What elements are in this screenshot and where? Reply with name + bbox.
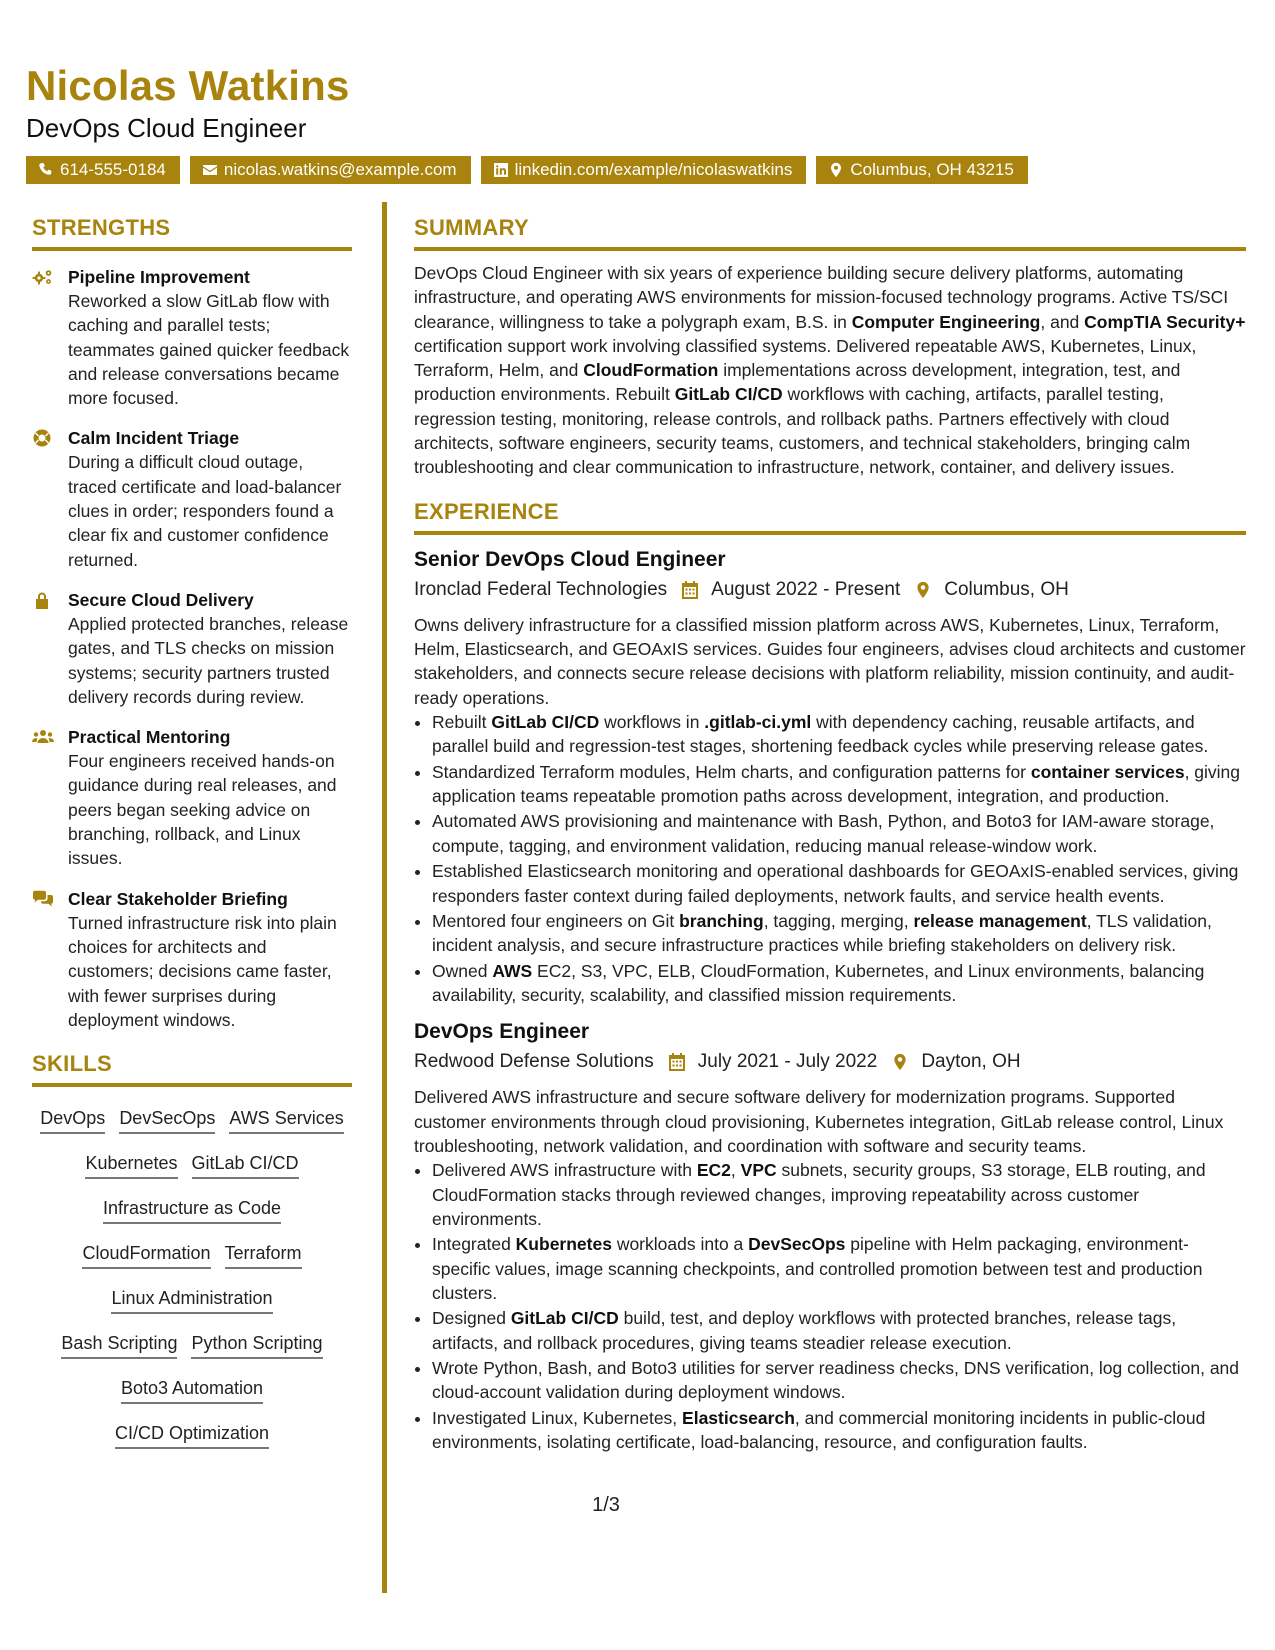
calendar-icon [681,581,699,599]
job-bullets [414,710,1246,1008]
job-description: Owns delivery infrastructure for a classified mission platform across AWS, Kubernetes, Linux, Terraform, Helm, Elasticsearch, and GEOAxIS services. Guides four engineers, advises cloud architects and customer stakeholders, and connects secure release decisions with platform reliability, mission continuity, and audit-ready operations. [414,614,1246,708]
skills-list [32,1097,352,1457]
job-bullet: • Standardized Terraform modules, Helm charts, and configuration patterns for container services, giving application teams repeatable promotion paths across development, integration, and production. [432,760,1246,809]
skills-row [32,1142,352,1187]
envelope-icon [202,162,218,178]
column-divider [382,202,387,1593]
calendar-icon [668,1053,686,1071]
job-bullet: • Owned AWS EC2, S3, VPC, ELB, CloudFormation, Kubernetes, and Linux environments, balancing availability, security, scalability, and classified mission requirements. [432,959,1246,1008]
job-bullet: • Investigated Linux, Kubernetes, Elasticsearch, and commercial monitoring incidents in public-cloud environments, isolating certificate, load-balancing, resource, and configuration faults. [432,1406,1246,1455]
strength-item [32,426,352,571]
job-bullet: • Wrote Python, Bash, and Boto3 utilities for server readiness checks, DNS verification, log collection, and cloud-account validation during deployment windows. [432,1356,1246,1405]
candidate-name: Nicolas Watkins [26,62,350,109]
phone-icon [38,162,54,178]
job-bullet: • Automated AWS provisioning and maintenance with Bash, Python, and Boto3 for IAM-aware storage, compute, tagging, and environment validation, reducing manual release-window work. [432,809,1246,858]
job-meta [414,1047,1246,1077]
skills-row [32,1187,352,1232]
comments-icon [32,890,54,908]
job-description: Delivered AWS infrastructure and secure software delivery for modernization programs. Supported customer environments through cloud provisioning, Kubernetes integration, GitLab release control, Linux troubleshooting, network validation, and coordination with software and security teams. [414,1087,1224,1156]
skill-tag: Boto3 Automation [121,1377,263,1404]
contact-email-text: nicolas.watkins@example.com [223,160,457,179]
contact-location[interactable] [816,156,1027,184]
candidate-title: DevOps Cloud Engineer [26,113,307,143]
gears-icon [32,268,54,286]
skill-tag: Linux Administration [111,1287,272,1314]
job-title: DevOps Engineer [414,1020,590,1044]
skill-tag: Terraform [225,1242,302,1269]
summary-text: DevOps Cloud Engineer with six years of experience building secure delivery platforms, automating infrastructure, and operating AWS environments for mission-focused technology programs. Active TS/SCI clearance, willingness to take a polygraph exam, B.S. in Computer Engineering, and CompTIA Security+ certification support work involving classified systems. Delivered repeatable AWS, Kubernetes, Linux, Terraform, Helm, and CloudFormation implementations across development, integration, test, and production environments. Rebuilt GitLab CI/CD workflows with caching, artifacts, parallel testing, regression testing, monitoring, release controls, and rollback paths. Partners effectively with cloud architects, software engineers, security teams, customers, and technical stakeholders, bringing calm troubleshooting and clear communication to infrastructure, network, container, and delivery issues. [414,263,1246,478]
job-entry [414,1017,1246,1454]
skills-row [32,1322,352,1367]
job-title: Senior DevOps Cloud Engineer [414,547,726,571]
job-entry [414,545,1246,1008]
skill-tag: Kubernetes [85,1152,177,1179]
job-bullets [414,1158,1246,1454]
strength-desc: During a difficult cloud outage, traced certificate and load-balancer clues in order; responders found a clear fix and customer confidence returned. [68,452,342,570]
map-pin-icon [828,162,844,178]
right-column [414,214,1246,1456]
job-company: Ironclad Federal Technologies [414,578,668,600]
strength-desc: Turned infrastructure risk into plain choices for architects and customers; decisions came faster, with fewer surprises during deployment windows. [68,912,337,1030]
job-location: Columbus, OH [944,578,1069,600]
strength-desc: Applied protected branches, release gates, and TLS checks on mission systems; security partners trusted delivery records during review. [68,613,349,707]
job-bullet: • Designed GitLab CI/CD build, test, and deploy workflows with protected branches, release tags, artifacts, and rollback procedures, giving teams steadier release execution. [432,1306,1246,1355]
strength-title: Practical Mentoring [68,727,231,748]
job-company: Redwood Defense Solutions [414,1051,654,1073]
job-dates: July 2021 - July 2022 [697,1051,878,1073]
skills-row [32,1277,352,1322]
map-pin-icon [891,1053,909,1071]
strength-desc: Reworked a slow GitLab flow with caching and parallel tests; teammates gained quicker feedback and release conversations became more focused. [68,291,350,409]
skill-tag: Python Scripting [191,1332,322,1359]
job-dates: August 2022 - Present [711,578,901,600]
strength-item [32,265,352,410]
contact-phone-text: 614-555-0184 [60,160,166,179]
skill-tag: DevSecOps [119,1107,215,1134]
contact-linkedin[interactable] [481,156,807,184]
skills-row [32,1412,352,1457]
summary-heading: SUMMARY [414,214,1246,251]
skills-heading: SKILLS [32,1050,352,1087]
contact-location-text: Columbus, OH 43215 [850,160,1014,179]
skill-tag: GitLab CI/CD [192,1152,299,1179]
strength-title: Calm Incident Triage [68,428,240,449]
skill-tag: AWS Services [229,1107,343,1134]
contact-phone[interactable] [26,156,180,184]
strength-desc: Four engineers received hands-on guidance during real releases, and peers began seeking advice on branching, rollback, and Linux issues. [68,751,337,869]
job-bullet: • Rebuilt GitLab CI/CD workflows in .gitlab-ci.yml with dependency caching, reusable artifacts, and parallel build and regression-test stages, shortening feedback cycles while preserving release gates. [432,710,1246,759]
job-bullet: • Integrated Kubernetes workloads into a DevSecOps pipeline with Helm packaging, environment-specific values, image scanning checkpoints, and controlled promotion between test and production clusters. [432,1232,1246,1305]
skills-row [32,1097,352,1142]
linkedin-icon [493,162,509,178]
strength-item [32,725,352,870]
map-pin-icon [914,581,932,599]
life-ring-icon [32,429,54,447]
skill-tag: Infrastructure as Code [103,1197,281,1224]
job-meta [414,575,1246,605]
skill-tag: CI/CD Optimization [115,1422,269,1449]
job-bullet: • Delivered AWS infrastructure with EC2, VPC subnets, security groups, S3 storage, ELB routing, and CloudFormation stacks through reviewed changes, improving repeatability across customer environments. [432,1158,1246,1231]
contact-bar [26,156,1246,184]
job-bullet: • Mentored four engineers on Git branching, tagging, merging, release management, TLS validation, incident analysis, and secure infrastructure practices while briefing stakeholders on delivery risk. [432,909,1246,958]
strength-title: Clear Stakeholder Briefing [68,888,288,909]
lock-icon [32,591,54,609]
skill-tag: DevOps [40,1107,105,1134]
experience-heading: EXPERIENCE [414,498,1246,535]
strengths-heading: STRENGTHS [32,214,352,251]
strength-title: Secure Cloud Delivery [68,589,254,610]
skill-tag: Bash Scripting [61,1332,177,1359]
contact-linkedin-text: linkedin.com/example/nicolaswatkins [514,160,793,179]
job-location: Dayton, OH [921,1051,1021,1073]
skill-tag: CloudFormation [82,1242,210,1269]
page-number: 1/3 [592,1494,620,1516]
skills-row [32,1232,352,1277]
strength-item [32,588,352,709]
skills-row [32,1367,352,1412]
users-icon [32,728,54,746]
strength-title: Pipeline Improvement [68,267,250,287]
contact-email[interactable] [190,156,471,184]
job-bullet: • Established Elasticsearch monitoring and operational dashboards for GEOAxIS-enabled services, giving responders faster context during failed deployments, network faults, and service health events. [432,859,1246,908]
resume-header [26,60,1246,184]
left-column [32,214,352,1457]
strength-item [32,887,352,1032]
strengths-list [32,265,352,1032]
